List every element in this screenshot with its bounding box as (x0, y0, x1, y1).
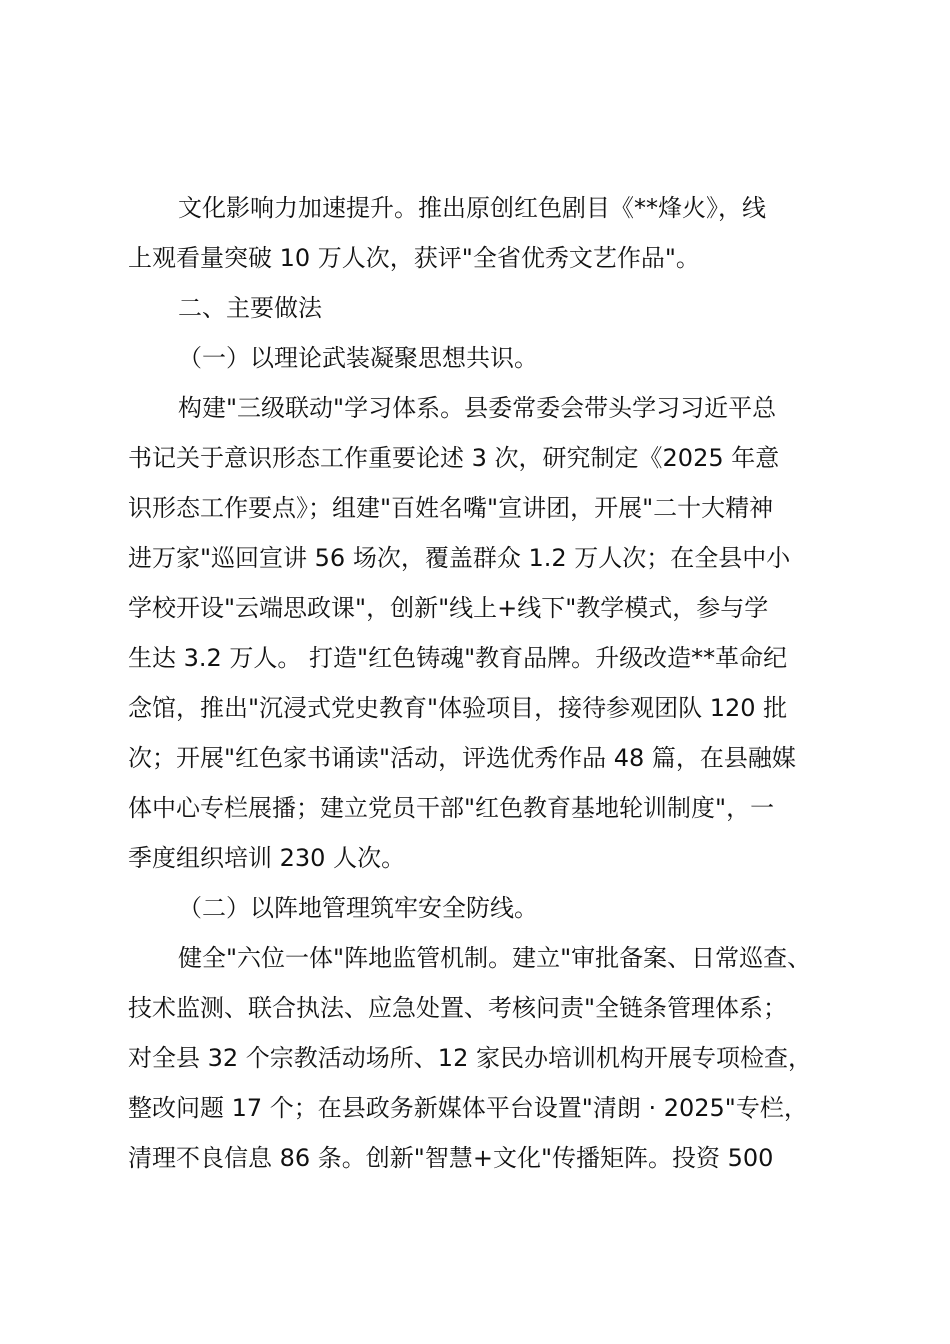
text-line: 识形态工作要点》；组建"百姓名嘴"宣讲团，开展"二十大精神 (128, 494, 774, 522)
text-line: 清理不良信息 86 条。创新"智慧+文化"传播矩阵。投资 500 (128, 1144, 774, 1172)
section-heading: 二、主要做法 (178, 294, 322, 322)
subsection-heading: （一）以理论武装凝聚思想共识。 (178, 344, 538, 372)
text-line: 构建"三级联动"学习体系。县委常委会带头学习习近平总 (178, 394, 777, 422)
subsection-heading: （二）以阵地管理筑牢安全防线。 (178, 894, 538, 922)
text-line: 对全县 32 个宗教活动场所、12 家民办培训机构开展专项检查， (128, 1044, 812, 1072)
text-line: 次；开展"红色家书诵读"活动，评选优秀作品 48 篇，在县融媒 (128, 744, 796, 772)
text-line: 学校开设"云端思政课"，创新"线上+线下"教学模式，参与学 (128, 594, 769, 622)
text-line: 文化影响力加速提升。推出原创红色剧目《**烽火》，线 (178, 194, 766, 222)
text-line: 整改问题 17 个；在县政务新媒体平台设置"清朗 · 2025"专栏， (128, 1094, 808, 1122)
text-line: 念馆，推出"沉浸式党史教育"体验项目，接待参观团队 120 批 (128, 694, 788, 722)
text-line: 技术监测、联合执法、应急处置、考核问责"全链条管理体系； (128, 994, 788, 1022)
text-line: 书记关于意识形态工作重要论述 3 次，研究制定《2025 年意 (128, 444, 780, 472)
text-line: 上观看量突破 10 万人次，获评"全省优秀文艺作品"。 (128, 244, 700, 272)
text-line: 季度组织培训 230 人次。 (128, 844, 406, 872)
text-line: 生达 3.2 万人。 打造"红色铸魂"教育品牌。升级改造**革命纪 (128, 644, 788, 672)
text-line: 进万家"巡回宣讲 56 场次，覆盖群众 1.2 万人次；在全县中小 (128, 544, 791, 572)
text-line: 健全"六位一体"阵地监管机制。建立"审批备案、日常巡查、 (178, 944, 812, 972)
text-line: 体中心专栏展播；建立党员干部"红色教育基地轮训制度"，一 (128, 794, 775, 822)
body-text (128, 183, 848, 1183)
